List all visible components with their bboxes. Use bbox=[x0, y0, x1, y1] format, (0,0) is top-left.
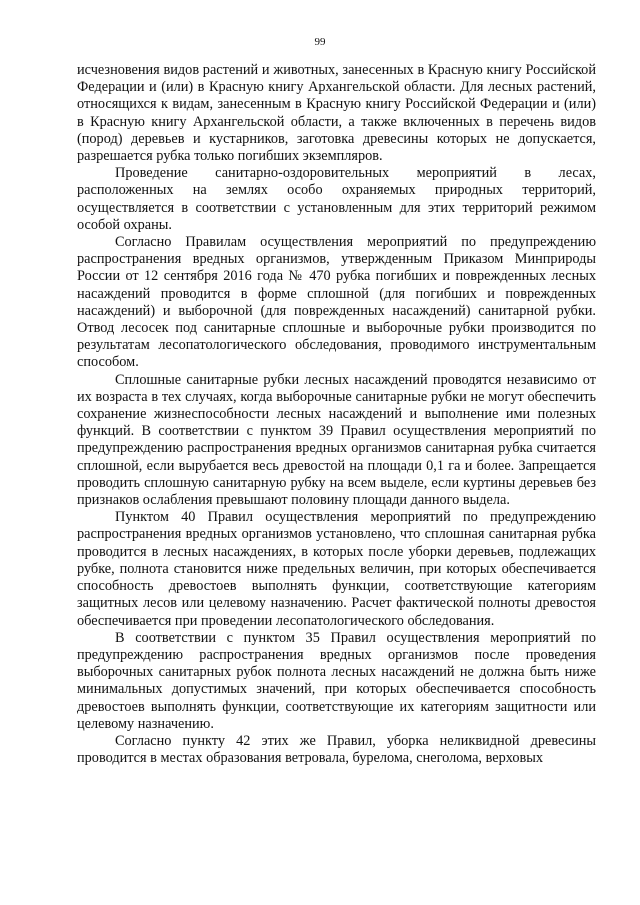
paragraph: Согласно пункту 42 этих же Правил, уборка неликвидной древесины проводится в местах образования ветровала, бурелома, снеголома, верховых bbox=[77, 732, 596, 767]
paragraph: Пунктом 40 Правил осуществления мероприятий по предупреждению распространения вредных организмов установлено, что сплошная санитарная рубка проводится в лесных насаждениях, в которых после уборки деревьев, подлежащих рубке, полнота становится ниже предельных величин, при которых обеспечивается способность древостоев выполнять функции, соответствующие категориям защитных лесов или целевому назначению. Расчет фактической полноты древостоя обеспечивается при проведении лесопатологического обследования. bbox=[77, 509, 596, 629]
paragraph: Проведение санитарно-оздоровительных мероприятий в лесах, расположенных на землях особо охраняемых природных территорий, осуществляется в соответствии с установленным для этих территорий режимом особой охраны. bbox=[77, 165, 596, 233]
paragraph-continued: исчезновения видов растений и животных, занесенных в Красную книгу Российской Федерации и (или) в Красную книгу Архангельской области. Для лесных растений, относящихся к видам, занесенным в Красную книгу Российской Федерации и (или) в Красную книгу Архангельской области, а также включенных в перечень видов (пород) деревьев и кустарников, заготовка древесины которых не допускается, разрешается рубка только погибших экземпляров. bbox=[77, 62, 596, 165]
paragraph: Согласно Правилам осуществления мероприятий по предупреждению распространения вредных организмов, утвержденным Приказом Минприроды России от 12 сентября 2016 года № 470 рубка погибших и поврежденных лесных насаждений проводится в форме сплошной (для погибших и поврежденных насаждений) и выборочной (для поврежденных насаждений) санитарной рубки. Отвод лесосек под санитарные сплошные и выборочные рубки производится по результатам лесопатологического обследования, проводимого инструментальным способом. bbox=[77, 234, 596, 371]
paragraph: Сплошные санитарные рубки лесных насаждений проводятся независимо от их возраста в тех случаях, когда выборочные санитарные рубки не могут обеспечить сохранение жизнеспособности лесных насаждений и выполнение ими полезных функций. В соответствии с пунктом 39 Правил осуществления мероприятий по предупреждению распространения вредных организмов санитарная рубка считается сплошной, если вырубается весь древостой на площади 0,1 га и более. Запрещается проводить сплошную санитарную рубку на всем выделе, если куртины деревьев без признаков ослабления превышают половину площади данного выдела. bbox=[77, 371, 596, 509]
paragraph: В соответствии с пунктом 35 Правил осуществления мероприятий по предупреждению распространения вредных организмов после проведения выборочных санитарных рубок полнота лесных насаждений не должна быть ниже минимальных допустимых значений, при которых обеспечивается способность древостоев выполнять функции, соответствующие их категориям защитности или целевому назначению. bbox=[77, 629, 596, 732]
page-number: 99 bbox=[314, 36, 326, 48]
document-body bbox=[77, 62, 596, 767]
